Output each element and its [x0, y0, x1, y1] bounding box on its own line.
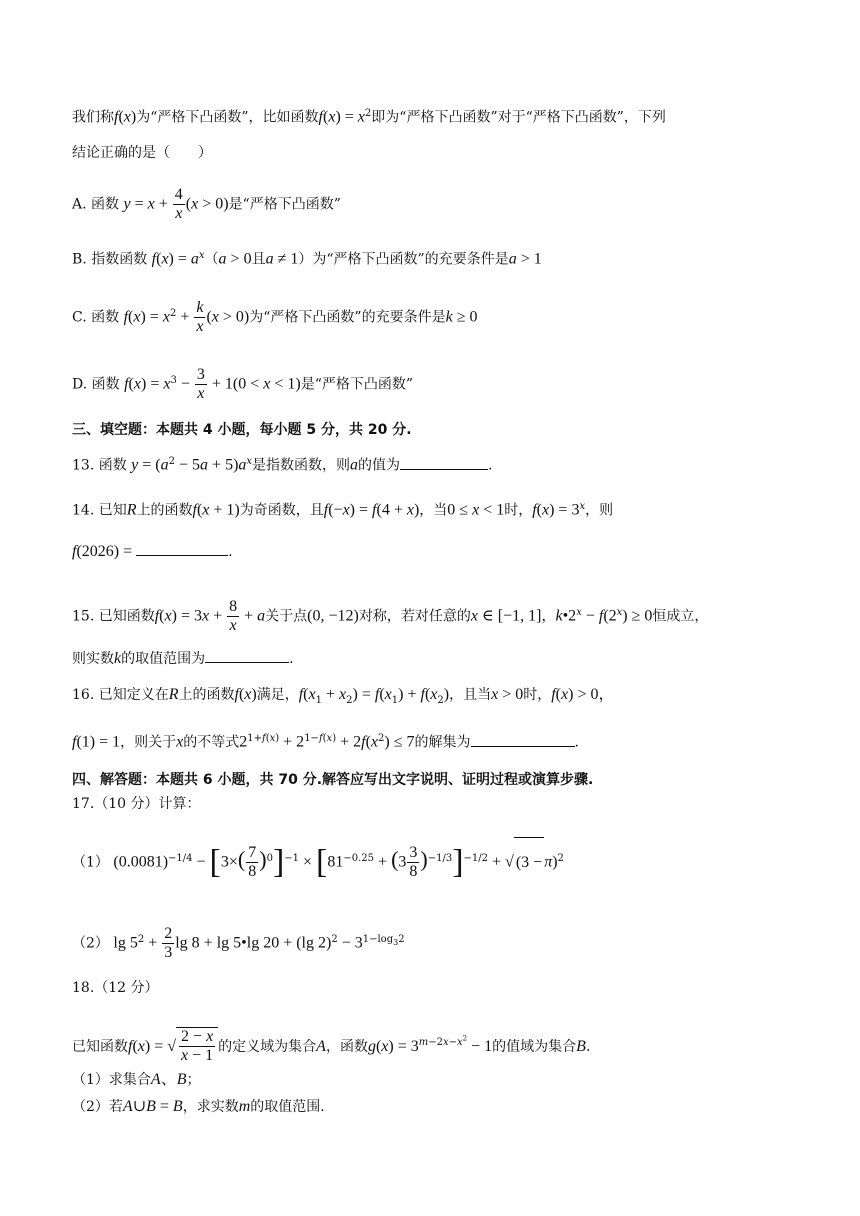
- option-d-text-2: 是“严格下凸函数”: [300, 376, 414, 393]
- answer-blank[interactable]: [205, 648, 289, 663]
- option-a-text-2: 是“严格下凸函数”: [228, 196, 341, 213]
- q18-sub-2-mid: ，求实数: [182, 1099, 239, 1115]
- q13-number: 13.: [72, 457, 95, 474]
- q17-part-1: （1） $(0.0081)^{-1/4} - [3\times$( $\frac{7}{8}$ )$^0]^{-1} \times [81^{-0.25} + (3$ $\frac{3}{8}$ )$^{-1/3}$]$^{-1/2}$ + √ $(3 -\pi)^2$: [72, 834, 564, 884]
- fraction: $\frac{3}{8}$: [409, 844, 418, 881]
- q18-text-3: ，函数: [325, 1038, 368, 1055]
- q15-text-2: 关于点: [265, 608, 308, 625]
- option-c: C. 函数 $f(x) = x^2$ + $\frac{k}{x}$ (x > 0)为“严格下凸函数”的充要条件是k ≥ 0: [72, 299, 478, 335]
- fraction: $\frac{k}{x}$: [196, 299, 204, 335]
- fraction: $\frac{4}{x}$: [174, 186, 183, 222]
- period: .: [488, 457, 493, 474]
- fraction: $\frac{2 - x}{x - 1}$: [181, 1028, 214, 1065]
- period: .: [228, 544, 233, 560]
- q17-part-2: （2） $\lg 5^2$ + $\frac{2}{3}$ lg 8 + lg 5•lg 20 + (lg $2)^2 - 3^{1-log_32}$: [72, 925, 405, 962]
- q16-text-6: ，则关于: [120, 734, 177, 751]
- intro-line-1: 我们称f(x)为“严格下凸函数”，比如函数$f(x) = x^2$即为“严格下凸函数”对于“严格下凸函数”，下列: [72, 108, 666, 126]
- answer-blank[interactable]: [136, 541, 228, 556]
- q17-part-1-label: （1）: [72, 854, 109, 871]
- option-d-label: D.: [72, 376, 88, 393]
- section-4-heading: 四、解答题：本题共 6 小题，共 70 分.解答应写出文字说明、证明过程或演算步骤.: [72, 772, 594, 788]
- option-b: B. 指数函数 $f(x) = a^x(a > 0$且a ≠ 1）为“严格下凸函数”的充要条件是a > 1: [72, 250, 542, 268]
- answer-blank[interactable]: [400, 455, 488, 470]
- option-c-text-2: 为“严格下凸函数”的充要条件是: [249, 309, 446, 326]
- question-14-line-2: f(2026) = .: [72, 543, 233, 560]
- q15-text-6: 则实数: [72, 651, 114, 667]
- option-b-text-1: 指数函数: [91, 251, 148, 268]
- q16-text-5: 时，: [523, 687, 552, 703]
- intro-text-1: 我们称: [72, 109, 114, 126]
- q15-text-7: 的取值范围为: [121, 651, 206, 667]
- q13-text-2: 是指数函数，则: [252, 457, 351, 474]
- question-13: 13. 函数 $y = (a^2 - 5a + 5)a^x$是指数函数，则a的值为 .: [72, 456, 493, 474]
- question-16: 16. 已知定义在R上的函数f(x)满足，$f(x_1 + x_2) = f(x_1) + f(x_2)$，且当x > 0时，f(x) > 0，: [72, 686, 615, 706]
- intro-line-2: 结论正确的是（ ）: [72, 145, 212, 161]
- fraction: $\frac{7}{8}$: [248, 844, 257, 881]
- q18-line-1: 已知函数f(x) = √ $\frac{2 - x}{x - 1}$ 的定义域为集合A，函数$g(x) = 3^{m-2x-x^2} - 1$的值域为集合B.: [72, 1028, 591, 1065]
- q14-text-1: 已知: [98, 502, 127, 519]
- question-15: 15. 已知函数f(x) = 3x + $\frac{8}{x}$ + a关于点(0, −12)对称，若对任意的x ∈ [−1, 1]，$k•2^x - f(2^x) \ge 0$恒成立，: [72, 598, 709, 634]
- option-c-label: C.: [72, 309, 87, 326]
- q16-text-8: 的解集为: [414, 734, 471, 751]
- period: .: [574, 734, 579, 751]
- q16-text-1: 已知定义在: [98, 687, 169, 703]
- option-b-text-3: 且: [251, 251, 266, 268]
- q14-text-6: ，则: [585, 502, 614, 519]
- option-c-text-1: 函数: [91, 309, 120, 326]
- q14-text-3: 为奇函数，且: [239, 502, 324, 519]
- option-a-label: A.: [72, 196, 87, 213]
- q15-text-1: 已知函数: [98, 608, 155, 625]
- fraction: $\frac{3}{x}$: [196, 366, 205, 402]
- fraction: $\frac{2}{3}$: [164, 925, 173, 962]
- question-14: 14. 已知R上的函数f(x + 1)为奇函数，且f(−x) = f(4 + x)，当0 ≤ x < 1时，$f(x) = 3^x$，则: [72, 501, 614, 519]
- q14-number: 14.: [72, 502, 95, 519]
- q15-text-4: ，: [541, 608, 556, 625]
- period: .: [289, 651, 294, 667]
- q18-sub-1: （1）求集合A、B；: [72, 1071, 201, 1088]
- q15-text-5: 恒成立，: [652, 608, 709, 625]
- fraction: $\frac{8}{x}$: [229, 598, 238, 634]
- q15-text-3: 对称，若对任意的: [358, 608, 471, 625]
- question-15-line-2: 则实数k的取值范围为 .: [72, 650, 294, 667]
- q18-text-1: 已知函数: [72, 1038, 128, 1055]
- q16-text-4: ，且当: [449, 687, 492, 703]
- q18-sub-2-end: 的取值范围.: [250, 1099, 325, 1115]
- option-b-text-2: （: [204, 251, 219, 268]
- section-3-heading: 三、填空题：本题共 4 小题，每小题 5 分，共 20 分.: [72, 422, 412, 438]
- question-16-line-2: f(1) = 1，则关于x的不等式$2^{1+f(x)} + 2^{1-f(x)} + 2f(x^2) \le 7$的解集为 .: [72, 733, 579, 751]
- q16-number: 16.: [72, 687, 95, 703]
- option-b-label: B.: [72, 251, 87, 268]
- q13-text-1: 函数: [98, 457, 127, 474]
- option-a-text-1: 函数: [91, 196, 120, 213]
- q14-text-4: ，当: [419, 502, 448, 519]
- q16-text-7: 的不等式: [183, 734, 240, 751]
- option-d-text-1: 函数: [91, 376, 120, 393]
- q18-sub-1-end: ；: [186, 1072, 201, 1088]
- q18-text-4: 的值域为集合: [492, 1038, 577, 1055]
- option-d: D. 函数 $f(x) = x^3$ − $\frac{3}{x}$ + 1(0 < x < 1)是“严格下凸函数”: [72, 366, 414, 402]
- intro-text-3: 即为“严格下凸函数”对于“严格下凸函数”，下列: [371, 109, 666, 126]
- option-a: A. 函数 y = x + $\frac{4}{x}$ (x > 0)是“严格下凸函数”: [72, 186, 341, 222]
- q18-sub-2-text: （2）若: [72, 1099, 123, 1115]
- intro-text-2: 为“严格下凸函数”，比如函数: [136, 109, 319, 126]
- q17-part-2-label: （2）: [72, 935, 109, 952]
- q16-text-3: 满足，: [256, 687, 299, 703]
- q17-heading: 17.（10 分）计算：: [72, 796, 201, 812]
- answer-blank[interactable]: [471, 732, 575, 747]
- q18-heading: 18.（12 分）: [72, 980, 159, 996]
- option-b-text-4: ）为“严格下凸函数”的充要条件是: [298, 251, 509, 268]
- q14-text-2: 上的函数: [136, 502, 193, 519]
- q15-number: 15.: [72, 608, 95, 625]
- q18-text-2: 的定义域为集合: [218, 1038, 317, 1055]
- q16-text-2: 上的函数: [178, 687, 235, 703]
- q18-sub-2: （2）若A∪B = B，求实数m的取值范围.: [72, 1098, 325, 1115]
- period: .: [585, 1038, 591, 1055]
- q18-sub-1-text: （1）求集合: [72, 1072, 151, 1088]
- q13-text-3: 的值为: [358, 457, 401, 474]
- q14-text-5: 时，: [504, 502, 533, 519]
